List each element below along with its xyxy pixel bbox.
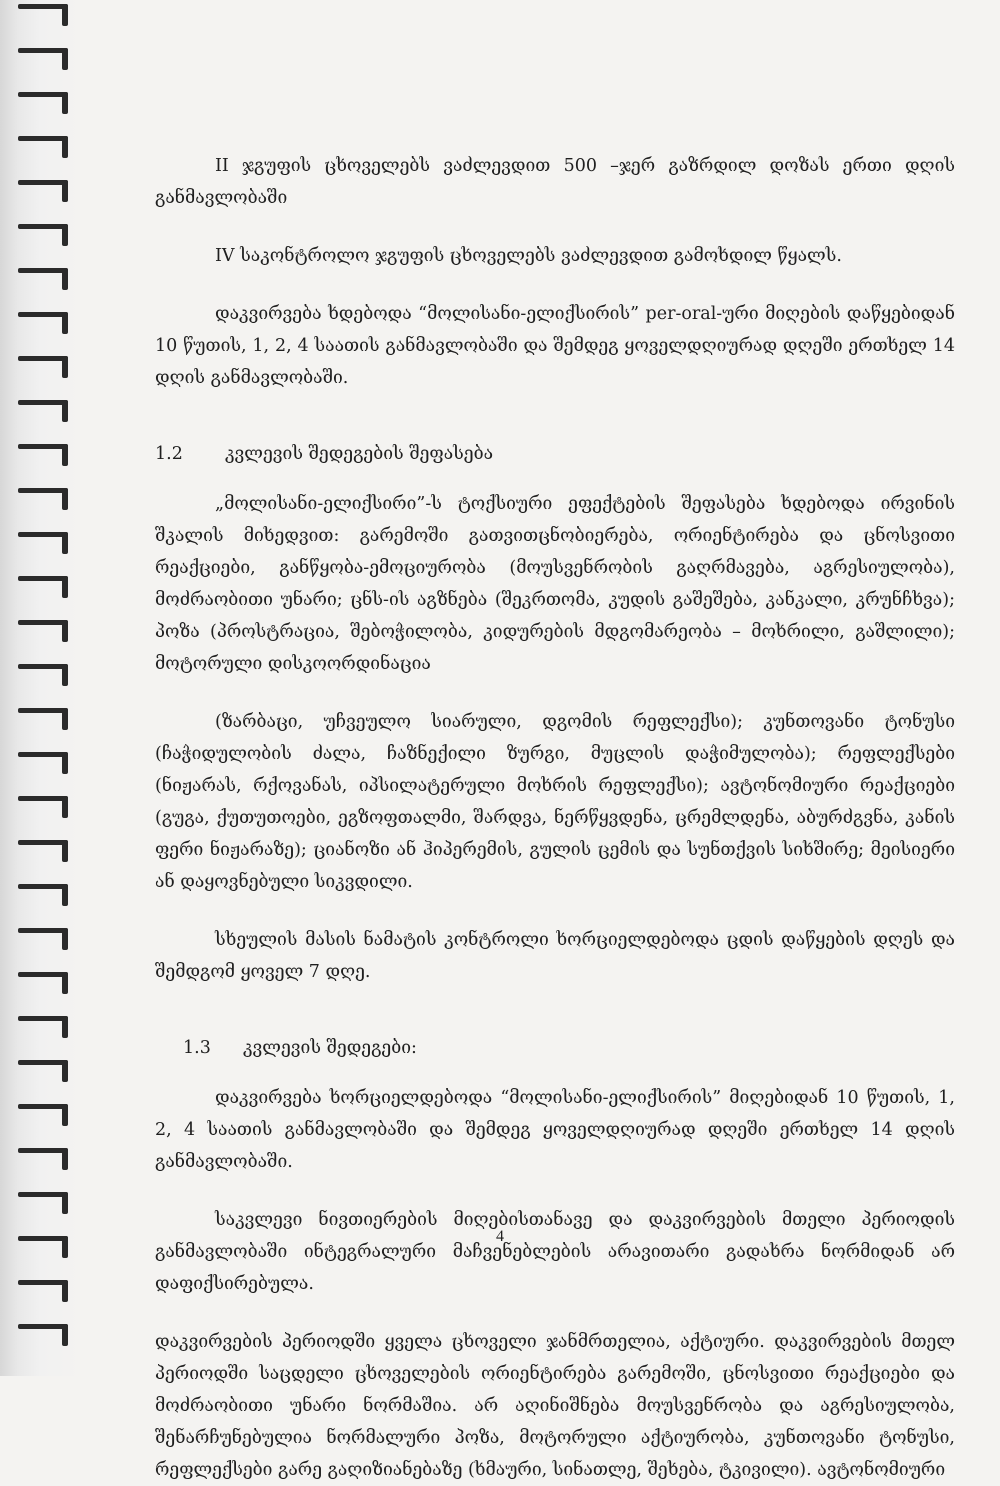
section-1-2-number: 1.2 bbox=[155, 444, 183, 464]
binding-ring bbox=[18, 224, 76, 244]
paragraph-animals-healthy: დაკვირვების პერიოდში ყველა ცხოველი ჯანმრთელია, აქტიური. დაკვირვების მთელ პერიოდში საცდელი ცხოველების ორიენტირება გარემოში, ცნოსვითი რეაქციები და მოძრაობითი უნარი ნორმაშია. არ აღინიშნება მოუსვენრობა და აგრესიულობა, შენარჩუნებულია ნორმალური პოზა, მოტორული აქტიურობა, კუნთოვანი ტონუსი, რეფლექსები გარე გაღიზიანებაზე (ხმაური, სინათლე, შეხება, ტკივილი). ავტონომიური bbox=[155, 1332, 955, 1480]
binding-ring bbox=[18, 1060, 76, 1080]
paragraph-results-observation: დაკვირვება ხორციელდებოდა “მოლისანი-ელიქსირის” მიღებიდან 10 წუთის, 1, 2, 4 საათის განმავლობაში და შემდეგ ყოველდღიურად დღეში ერთხელ 14 დღის განმავლობაში. bbox=[155, 1088, 955, 1172]
binding-ring bbox=[18, 136, 76, 156]
binding-ring bbox=[18, 444, 76, 464]
binding-ring bbox=[18, 1016, 76, 1036]
binding-ring bbox=[18, 620, 76, 640]
paragraph-observation: დაკვირვება ხდებოდა “მოლისანი-ელიქსირის” per-oral-ური მიღების დაწყებიდან 10 წუთის, 1, 2, 4 საათის განმავლობაში და შემდეგ ყოველდღიურად დღეში ერთხელ 14 დღის განმავლობაში. bbox=[155, 304, 955, 388]
section-1-3-number: 1.3 bbox=[183, 1038, 211, 1058]
section-1-2-title: კვლევის შედეგების შეფასება bbox=[225, 444, 494, 464]
binding-ring bbox=[18, 400, 76, 420]
binding-ring bbox=[18, 312, 76, 332]
section-1-3-title: კვლევის შედეგები: bbox=[243, 1038, 417, 1058]
binding-ring bbox=[18, 1324, 76, 1344]
binding-ring bbox=[18, 576, 76, 596]
binding-ring bbox=[18, 180, 76, 200]
section-1-2-heading bbox=[155, 438, 955, 470]
binding-ring bbox=[18, 1104, 76, 1124]
binding-ring bbox=[18, 972, 76, 992]
binding-ring bbox=[18, 92, 76, 112]
page-number: 4 bbox=[496, 1228, 504, 1245]
binding-ring bbox=[18, 1280, 76, 1300]
binding-ring bbox=[18, 4, 76, 24]
section-1-3-heading bbox=[155, 1032, 955, 1064]
paragraph-body-mass: სხეულის მასის ნამატის კონტროლი ხორციელდებოდა ცდის დაწყების დღეს და შემდგომ ყოველ 7 დღე. bbox=[155, 930, 955, 982]
binding-ring bbox=[18, 1148, 76, 1168]
binding-ring bbox=[18, 840, 76, 860]
binding-ring bbox=[18, 752, 76, 772]
document-page bbox=[155, 150, 955, 1486]
spiral-binding bbox=[0, 0, 82, 1376]
binding-ring bbox=[18, 48, 76, 68]
paragraph-group-ii: II ჯგუფის ცხოველებს ვაძლევდით 500 –ჯერ გაზრდილ დოზას ერთი დღის განმავლობაში bbox=[155, 156, 955, 208]
binding-ring bbox=[18, 488, 76, 508]
binding-ring bbox=[18, 532, 76, 552]
binding-ring bbox=[18, 268, 76, 288]
binding-ring bbox=[18, 928, 76, 948]
binding-ring bbox=[18, 356, 76, 376]
paragraph-toxic-effects: „მოლისანი-ელიქსირი”-ს ტოქსიური ეფექტების შეფასება ხდებოდა ირვინის შკალის მიხედვით: გარემოში გათვითცნობიერება, ორიენტირება და ცნოსვითი რეაქციები, განწყობა-ემოციურობა (მოუსვენრობის გაღრმავება, აგრესიულობა), მოძრაობითი უნარი; ცნს-ის აგზნება (შეკრთომა, კუდის გაშეშება, კანკალი, კრუნჩხვა); პოზა (პროსტრაცია, შებოჭილობა, კიდურების მდგომარეობა – მოხრილი, გაშლილი); მოტორული დისკოორდინაცია bbox=[155, 494, 955, 674]
paragraph-group-iv: IV საკონტროლო ჯგუფის ცხოველებს ვაძლევდით გამოხდილ წყალს. bbox=[215, 246, 842, 266]
binding-ring bbox=[18, 664, 76, 684]
binding-ring bbox=[18, 884, 76, 904]
binding-ring bbox=[18, 796, 76, 816]
paragraph-reflexes: (ზარბაცი, უჩვეულო სიარული, დგომის რეფლექსი); კუნთოვანი ტონუსი (ჩაჭიდულობის ძალა, ჩაზნექილი ზურგი, მუცლის დაჭიმულობა); რეფლექსები (ნიჟარას, რქოვანას, იპსილატერული მოხრის რეფლექსი); ავტონომიური რეაქციები (გუგა, ქუთუთოები, ეგზოფთალმი, შარდვა, ნერწყვდენა, ცრემლდენა, აბურძგვნა, კანის ფერი ნიჟარაზე); ციანოზი ან ჰიპერემის, გულის ცემის და სუნთქვის სიხშირე; მეისიერი ან დაყოვნებული სიკვდილი. bbox=[155, 712, 955, 892]
binding-ring bbox=[18, 708, 76, 728]
binding-ring bbox=[18, 1192, 76, 1212]
paragraph-integral-indicators: საკვლევი ნივთიერების მიღებისთანავე და დაკვირვების მთელი პერიოდის განმავლობაში ინტეგრალური მაჩვენებლების არავითარი გადახრა ნორმიდან არ დაფიქსირებულა. bbox=[155, 1210, 955, 1294]
